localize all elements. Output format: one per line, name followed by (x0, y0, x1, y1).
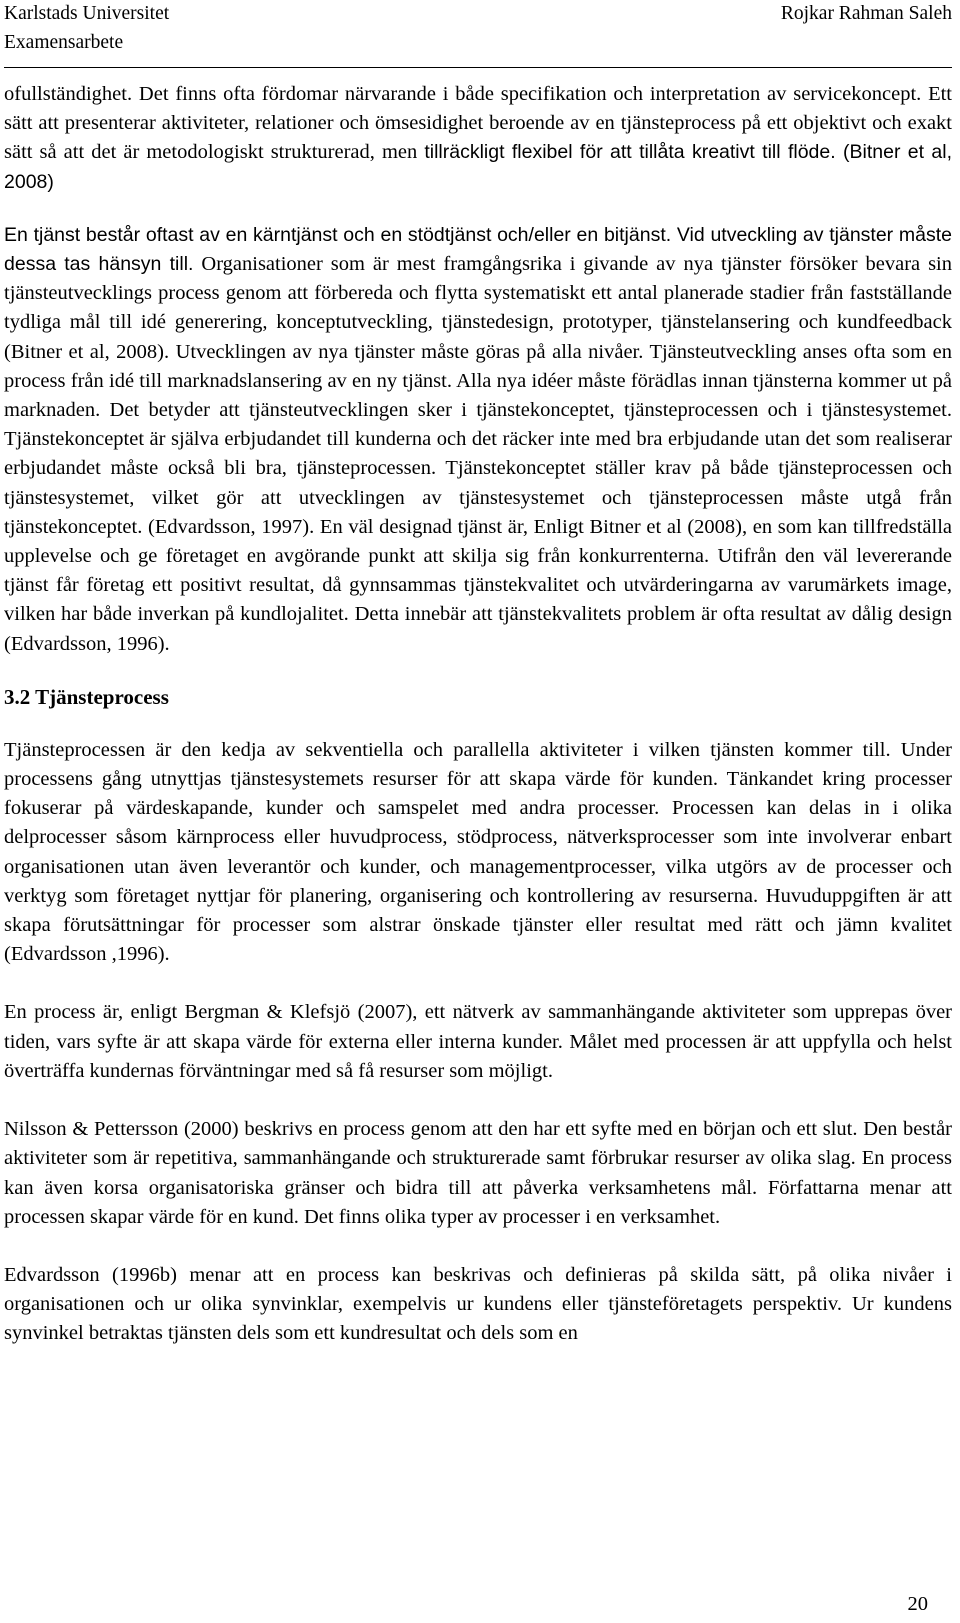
paragraph-2-text: Organisationer som är mest framgångsrika i givande av nya tjänster försöker bevara sin tjänsteutvecklings process genom att förbereda och flytta systematiskt ett antal planerade stadier från fastställande tydliga mål till idé generering, konceptutveckling, tjänstedesign, prototyper, tjänstelansering och kundfeedback (Bitner et al, 2008). Utvecklingen av nya tjänster måste göras på alla nivåer. Tjänsteutveckling anses ofta som en process från idé till marknadslansering av en ny tjänst. Alla nya idéer måste förädlas innan tjänsterna kommer ut på marknaden. Det betyder att tjänsteutvecklingen sker i tjänstekonceptet, tjänsteprocessen och i tjänstesystemet. Tjänstekonceptet är själva erbjudandet till kunderna och det räcker inte med bra erbjudande utan det som realiserar erbjudandet måste också bli bra, tjänsteprocessen. Tjänstekonceptet ställer krav på både tjänsteprocessen och tjänstesystemet, vilket gör att utvecklingen av tjänstesystemet och tjänsteprocessen måste utgå från tjänstekonceptet. (Edvardsson, 1997). En väl designad tjänst är, Enligt Bitner et al (2008), en som kan tillfredställa upplevelse och ge företaget en avgörande punkt att skilja sig från konkurrenterna. Utifrån den väl levererande tjänst får företag ett positivt resultat, då gynnsammas tjänstekvalitet och utvärderingarna av varumärkets image, vilken har både inverkan på kundlojalitet. Detta innebär att tjänstekvalitets problem är ofta resultat av dålig design (Edvardsson, 1996). (4, 253, 953, 655)
header-university: Karlstads Universitet (4, 3, 170, 24)
page-number: 20 (907, 1593, 928, 1615)
header-right (781, 0, 952, 28)
paragraph-4: En process är, enligt Bergman & Klefsjö (2007), ett nätverk av sammanhängande aktiviteter som upprepas över tiden, vars syfte är att skapa värde för externa eller interna kunder. Målet med processen är att uppfylla och helst överträffa kundernas förväntningar med så få resurser som möjligt. (4, 1001, 952, 1082)
paragraph-3: Tjänsteprocessen är den kedja av sekventiella och parallella aktiviteter i vilken tjänsten kommer till. Under processens gång utnyttjas tjänstesystemets resurser för att skapa värde för kunden. Tänkandet kring processer fokuserar på värdeskapande, kunder och samspelet med andra processer. Processen kan delas in i olika delprocesser såsom kärnprocess eller huvudprocess, stödprocess, nätverksprocesser som inte involverar enbart organisationen utan även leverantör och kunder, och managementprocesser, vilka utgörs av de processer och verktyg som företaget nyttjar för planering, organisering och kontrollering av resurserna. Huvuduppgiften är att skapa förutsättningar för processer som alstrar önskade tjänster eller resultat med rätt och jämn kvalitet (Edvardsson ,1996). (4, 738, 952, 966)
paragraph-6: Edvardsson (1996b) menar att en process kan beskrivas och definieras på skilda sätt, på olika nivåer i organisationen och ur olika synvinklar, exempelvis ur kundens eller tjänsteföretagets perspektiv. Ur kundens synvinkel betraktas tjänsten dels som ett kundresultat och dels som en (4, 1263, 952, 1345)
paragraph-1-citation: (Bitner et al, 2008) (4, 141, 953, 193)
header-doc-type: Examensarbete (4, 32, 124, 53)
paragraph-1-text: ofullständighet. Det finns ofta fördomar närvarande i både specifikation och interpretation av servicekoncept. Ett sätt att presenterar aktiviteter, relationer och ömsesidighet beroende av en tjänsteprocess på ett objektivt och exakt sätt så att det är metodologiskt strukturerad, men (4, 83, 952, 164)
paragraph-2-sans-text: En tjänst består oftast av en kärntjänst och en stödtjänst och/eller en bitjänst. Vid utveckling av tjänster måste dessa tas hänsyn till. (4, 223, 952, 276)
page-body (4, 80, 952, 1349)
paragraph-1 (4, 80, 952, 197)
paragraph-1-sans-text: tillräckligt flexibel för att tillåta kreativt till flöde. (424, 141, 836, 164)
paragraph-5: Nilsson & Pettersson (2000) beskrivs en process genom att den har ett syfte med en början och ett slut. Den består aktiviteter som är repetitiva, sammanhängande och strukturerade samt förbrukar resurser av olika slag. En process kan även korsa organisatoriska gränser och bidra till att påverka verksamhetens mål. Författarna menar att processen skapar värde för en kund. Det finns olika typer av processer i en verksamhet. (4, 1118, 952, 1228)
header-left (4, 0, 169, 57)
paragraph-2 (4, 221, 952, 659)
section-heading: 3.2 Tjänsteprocess (4, 684, 169, 709)
header-author: Rojkar Rahman Saleh (780, 3, 952, 24)
header-divider (4, 67, 952, 68)
